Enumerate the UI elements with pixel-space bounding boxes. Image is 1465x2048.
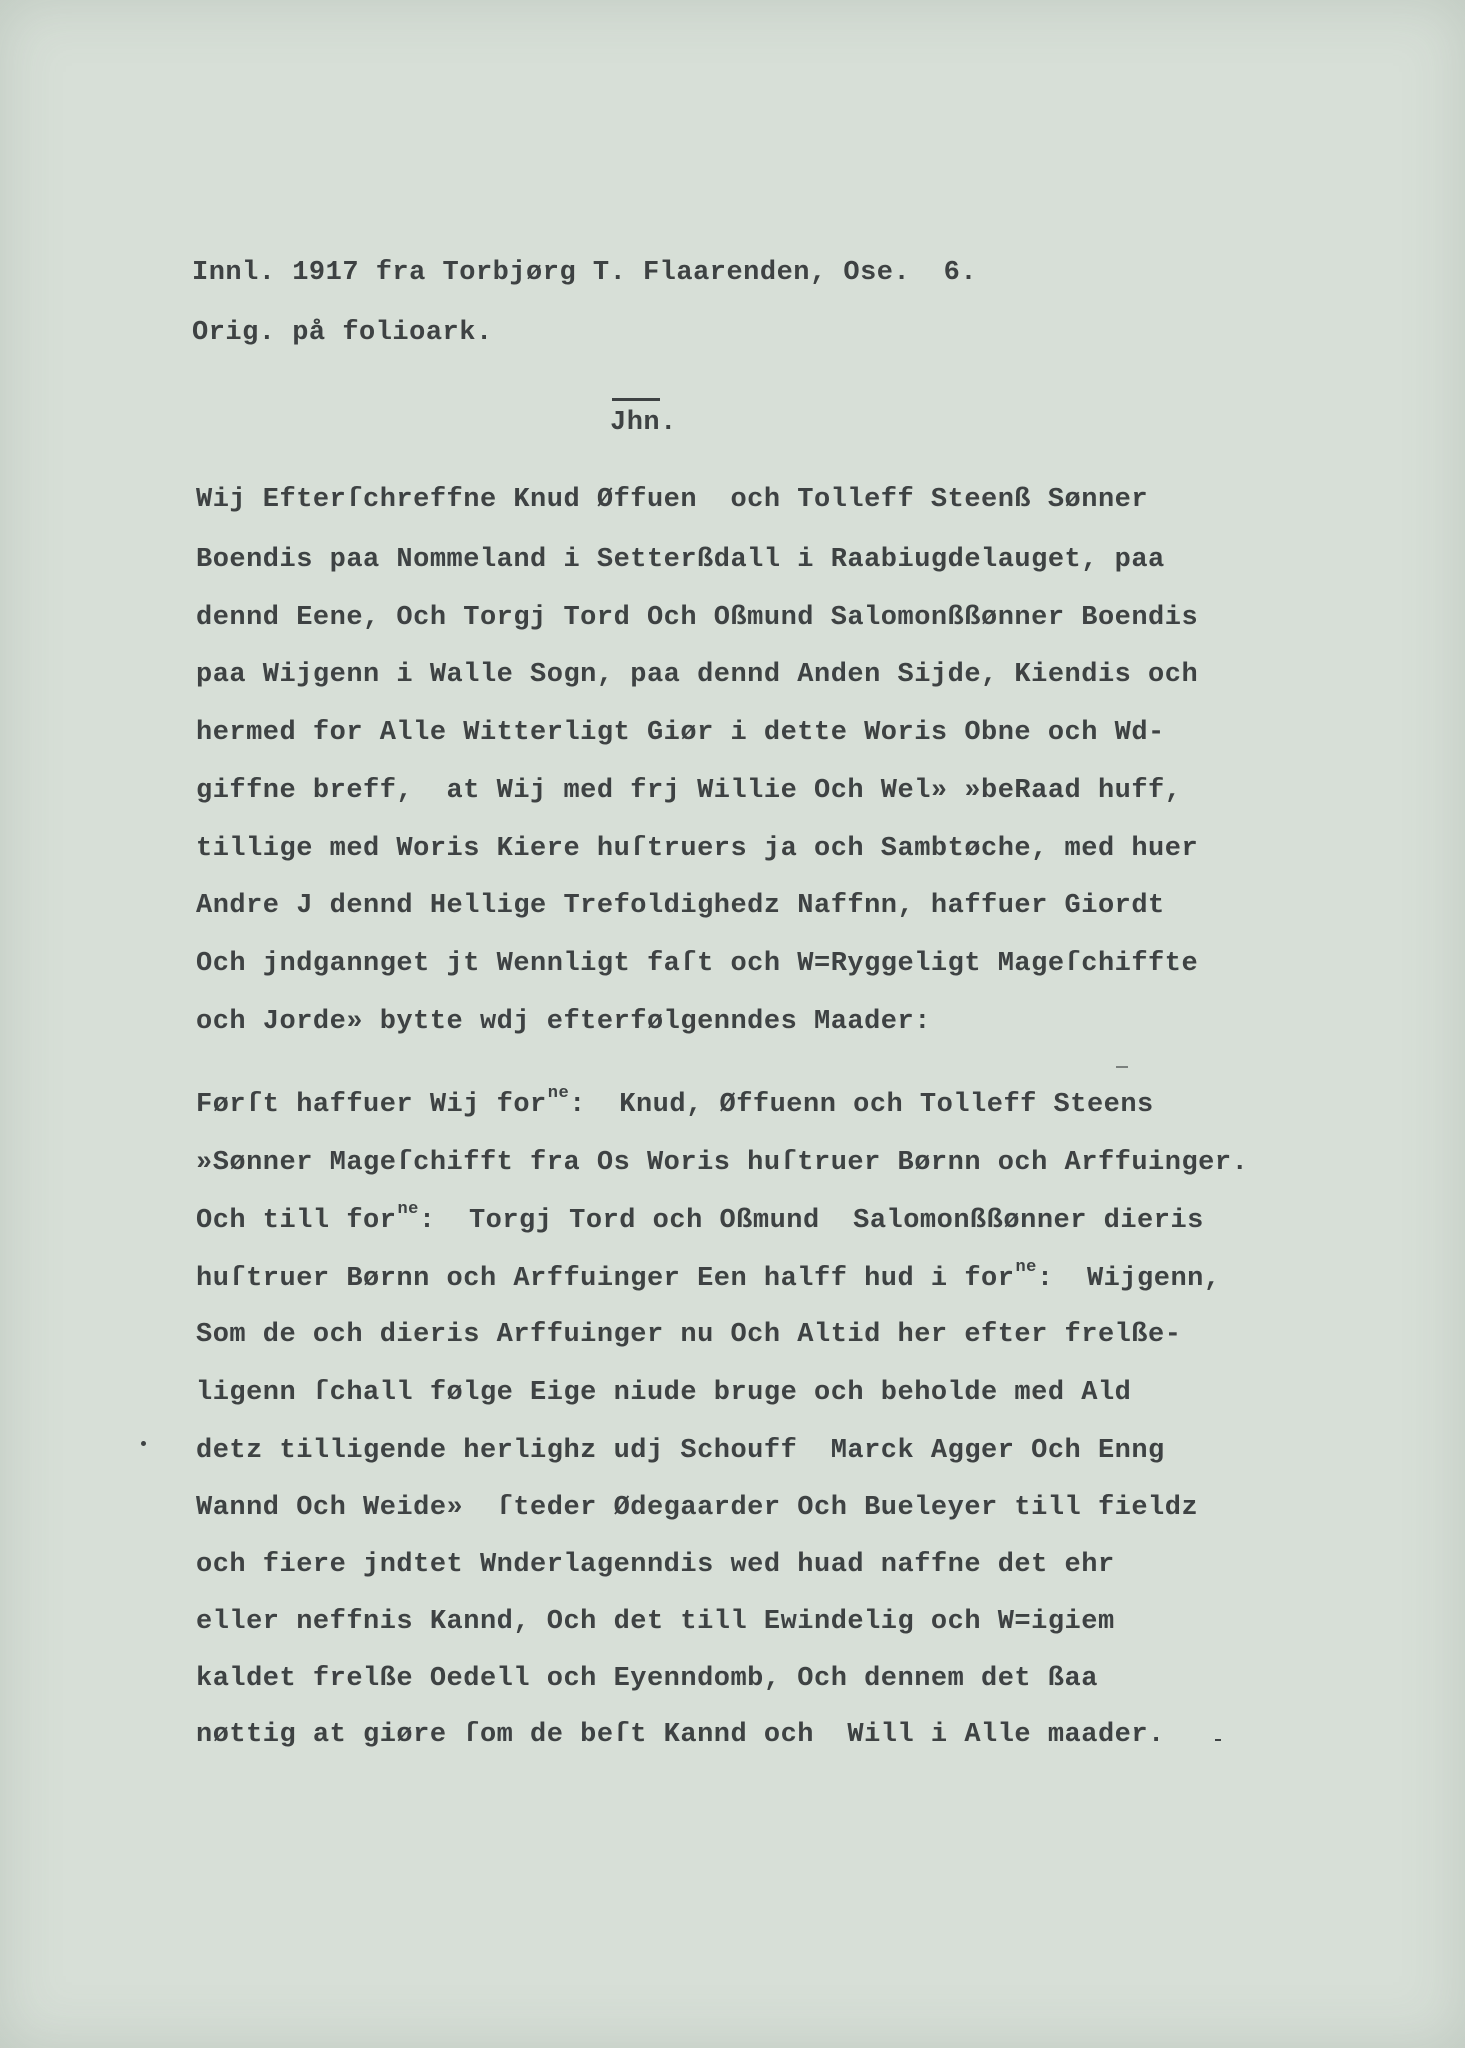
paragraph1-line: dennd Eene, Och Torgj Tord Och Oßmund Salomonßßønner Boendis (196, 603, 1199, 633)
paragraph2-line: Wannd Och Weide» ſteder Ødegaarder Och Bueleyer till fieldz (196, 1493, 1199, 1523)
paragraph2-line1-a: Førſt haffuer Wij for (196, 1090, 547, 1120)
superscript: ne (397, 1200, 419, 1219)
heading-overline (612, 398, 660, 401)
superscript: ne (547, 1084, 570, 1103)
paragraph1-line: Andre J dennd Hellige Trefoldighedz Naffnn, haffuer Giordt (196, 891, 1165, 921)
paragraph2-line3-a: Och till for (196, 1206, 397, 1236)
paragraph2-line: ligenn ſchall følge Eige niude bruge och beholde med Ald (196, 1378, 1132, 1408)
paragraph2-line3-b: : Torgj Tord och Oßmund Salomonßßønner dieris (418, 1206, 1204, 1236)
margin-dot (141, 1441, 146, 1446)
stray-mark (1116, 1066, 1128, 1068)
paragraph2-line: »Sønner Mageſchifft fra Os Woris huſtruer Børnn och Arffuinger. (196, 1148, 1249, 1178)
paragraph1-line: Wij Efterſchreffne Knud Øffuen och Tolleff Steenß Sønner (196, 485, 1149, 515)
paragraph2-line (196, 1258, 1221, 1294)
heading: Jhn. (610, 408, 677, 438)
stray-mark (1215, 1739, 1221, 1741)
paragraph2-line: detz tilligende herlighz udj Schouff Marck Agger Och Enng (196, 1436, 1165, 1466)
paragraph2-line1-b: : Knud, Øffuenn och Tolleff Steens (569, 1090, 1154, 1120)
paragraph1-line: giffne breff, at Wij med frj Willie Och Wel» »beRaad huff, (196, 776, 1182, 806)
paragraph1-line: tillige med Woris Kiere huſtruers ja och Sambtøche, med huer (196, 834, 1199, 864)
paragraph2-line: och fiere jndtet Wnderlagenndis wed huad naffne det ehr (196, 1550, 1115, 1580)
paragraph2-line4-b: : Wijgenn, (1036, 1264, 1221, 1294)
paragraph2-line: eller neffnis Kannd, Och det till Ewindelig och W=igiem (196, 1607, 1115, 1637)
paragraph1-line: hermed for Alle Witterligt Giør i dette Woris Obne och Wd- (196, 718, 1165, 748)
paragraph1-line: Boendis paa Nommeland i Setterßdall i Raabiugdelauget, paa (196, 545, 1165, 575)
superscript: ne (1015, 1258, 1037, 1277)
paragraph2-line (196, 1200, 1204, 1236)
paragraph1-line: Och jndgannget jt Wennligt faſt och W=Ryggeligt Mageſchiffte (196, 949, 1199, 979)
paragraph2-line: nøttig at giøre ſom de beſt Kannd och Will i Alle maader. (196, 1720, 1165, 1750)
paragraph2-line: kaldet frelße Oedell och Eyenndomb, Och dennem det ßaa (196, 1664, 1098, 1694)
paragraph2-line4-a: huſtruer Børnn och Arffuinger Een halff hud i for (196, 1264, 1015, 1294)
header-line-2: Orig. på folioark. (192, 318, 493, 348)
paragraph2-line (196, 1084, 1154, 1120)
paragraph2-line: Som de och dieris Arffuinger nu Och Altid her efter frelße- (196, 1320, 1182, 1350)
paragraph1-line: och Jorde» bytte wdj efterfølgenndes Maader: (196, 1007, 931, 1037)
paragraph1-line: paa Wijgenn i Walle Sogn, paa dennd Anden Sijde, Kiendis och (196, 660, 1199, 690)
header-line-1: Innl. 1917 fra Torbjørg T. Flaarenden, Ose. 6. (192, 258, 978, 288)
